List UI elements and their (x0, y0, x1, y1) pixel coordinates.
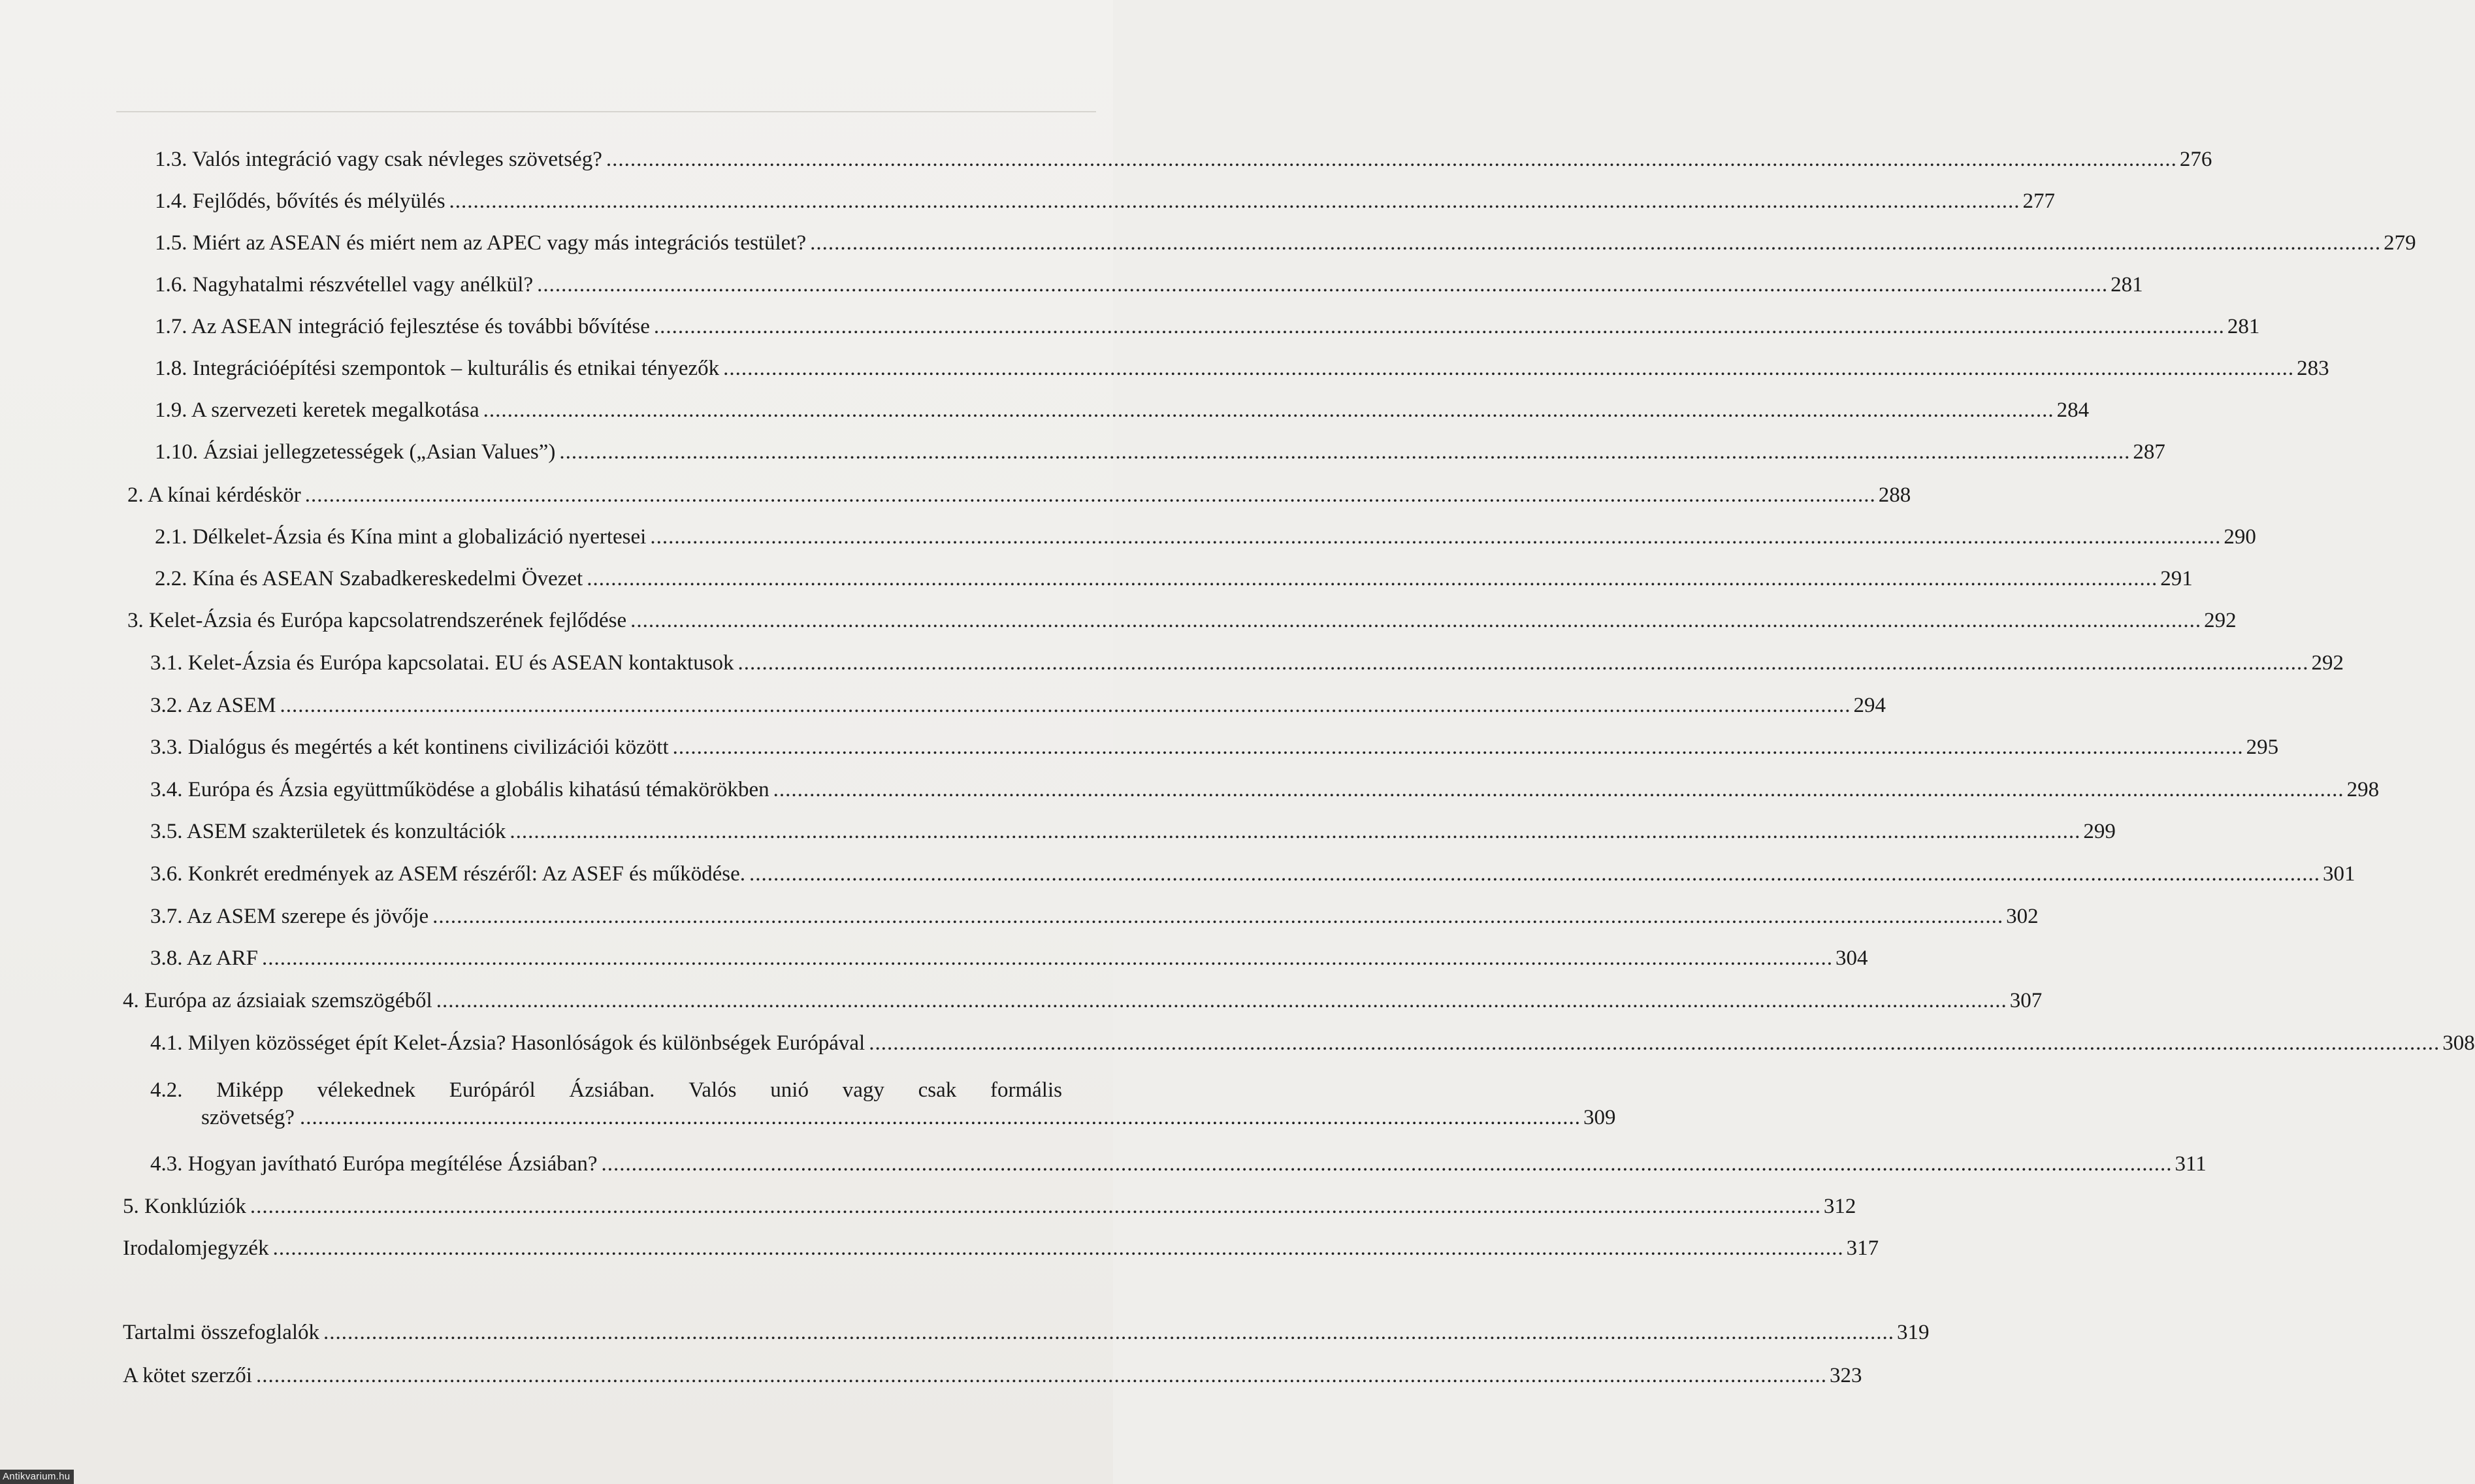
toc-dot-leader (256, 1363, 1827, 1389)
toc-entry (150, 818, 2116, 845)
toc-entry (155, 397, 2090, 423)
toc-dot-leader (773, 777, 2344, 803)
toc-dot-leader (654, 314, 2225, 340)
toc-entry-title: 2.1. Délkelet-Ázsia és Kína mint a globalizáció nyertesei (155, 525, 647, 549)
toc-page-number: 323 (1829, 1364, 1862, 1387)
toc-page-number: 299 (2083, 820, 2116, 843)
toc-dot-leader (449, 188, 2020, 214)
toc-page-number: 317 (1846, 1236, 1879, 1260)
toc-dot-leader (436, 988, 2007, 1014)
toc-entry (150, 1151, 2207, 1177)
toc-entry-4-2-word: vélekednek (317, 1078, 415, 1102)
toc-entry-title: Irodalomjegyzék (123, 1236, 269, 1260)
toc-dot-leader (323, 1319, 1894, 1346)
toc-page-number: 290 (2224, 525, 2256, 549)
toc-entry-4-2-word: Európáról (449, 1078, 536, 1102)
toc-entry-title: 5. Konklúziók (123, 1195, 246, 1218)
toc-entry-title: 3.7. Az ASEM szerepe és jövője (150, 905, 429, 928)
toc-entry-4-2-word: vagy (842, 1078, 884, 1102)
toc-entry-4-2-line2 (150, 1104, 1616, 1131)
toc-dot-leader (673, 734, 2244, 760)
toc-entry-4-2-number: 4.2. (150, 1078, 183, 1102)
toc-dot-leader: .................................................................................................................................................................................................................... (299, 1106, 1581, 1129)
toc-page-number: 311 (2175, 1152, 2207, 1176)
toc-page-number: 308 (2442, 1031, 2475, 1055)
toc-dot-leader (537, 272, 2108, 298)
toc-page-number: 292 (2311, 651, 2344, 675)
toc-page-number: 295 (2246, 735, 2279, 759)
toc-entry (127, 482, 1911, 508)
toc-entry-title: 2. A kínai kérdéskör (127, 483, 301, 507)
toc-entry (150, 903, 2039, 929)
toc-page-number: 294 (1853, 694, 1886, 717)
toc-dot-leader (723, 355, 2294, 381)
toc-entry (155, 566, 2193, 592)
toc-dot-leader (810, 230, 2381, 256)
toc-entry-title: 3.6. Konkrét eredmények az ASEM részéről: Az ASEF és működése. (150, 862, 745, 886)
bleed-through-mark (1069, 86, 1074, 107)
toc-entry-title: 3. Kelet-Ázsia és Európa kapcsolatrendszerének fejlődése (127, 609, 627, 632)
toc-entry-title: 3.4. Európa és Ázsia együttműködése a globális kihatású témakörökben (150, 778, 769, 801)
toc-entry (155, 355, 2329, 381)
toc-entry-title: 1.6. Nagyhatalmi részvétellel vagy anélkül? (155, 273, 534, 297)
toc-page-number: 301 (2322, 862, 2355, 886)
toc-entry-title: 4. Európa az ázsiaiak szemszögéből (123, 989, 432, 1012)
toc-page-number: 291 (2160, 567, 2193, 590)
toc-page-number: 312 (1823, 1195, 1856, 1218)
toc-entry-4-2-word: unió (770, 1078, 809, 1102)
toc-dot-leader (650, 524, 2221, 550)
toc-dot-leader (280, 692, 1851, 718)
toc-entry-title: 1.4. Fejlődés, bővítés és mélyülés (155, 189, 445, 213)
toc-page-number: 279 (2384, 231, 2416, 255)
toc-entry-title: 3.5. ASEM szakterületek és konzultációk (150, 820, 506, 843)
toc-dot-leader (749, 861, 2320, 887)
toc-entry-title: 1.7. Az ASEAN integráció fejlesztése és további bővítése (155, 315, 650, 338)
toc-dot-leader (587, 566, 2158, 592)
antikvarium-watermark: Antikvarium.hu (0, 1470, 74, 1484)
toc-entry (123, 1319, 1930, 1346)
toc-dot-leader (510, 818, 2080, 845)
toc-entry-4-2-word: formális (990, 1078, 1062, 1102)
toc-page-number: 307 (2009, 989, 2043, 1012)
toc-dot-leader (273, 1235, 1844, 1261)
toc-dot-leader (250, 1193, 1821, 1219)
toc-page-number: 319 (1897, 1321, 1930, 1344)
toc-page-number: 298 (2346, 778, 2380, 801)
toc-entry-title: 1.9. A szervezeti keretek megalkotása (155, 398, 479, 422)
toc-dot-leader (262, 945, 1833, 971)
toc-entry-title: 1.5. Miért az ASEAN és miért nem az APEC vagy más integrációs testület? (155, 231, 807, 255)
toc-page-number: 292 (2204, 609, 2237, 632)
toc-entry-title: 3.3. Dialógus és megértés a két kontinens civilizációi között (150, 735, 669, 759)
toc-dot-leader (602, 1151, 2173, 1177)
toc-entry-title: Tartalmi összefoglalók (123, 1321, 320, 1344)
toc-dot-leader (606, 146, 2177, 172)
toc-entry-4-2 (150, 1076, 1616, 1131)
toc-entry (155, 146, 2212, 172)
toc-entry-title: 1.10. Ázsiai jellegzetességek („Asian Values”) (155, 440, 556, 464)
toc-dot-leader (738, 650, 2309, 676)
toc-page-number: 281 (2227, 315, 2260, 338)
toc-dot-leader (559, 439, 2130, 465)
toc-entry (150, 692, 1886, 718)
toc-page-number: 309 (1583, 1106, 1616, 1129)
toc-entry (127, 607, 2237, 634)
toc-page-number: 284 (2056, 398, 2090, 422)
toc-entry (123, 988, 2043, 1014)
toc-entry-4-2-word: Miképp (216, 1078, 283, 1102)
toc-entry (123, 1235, 1879, 1261)
toc-page-number: 277 (2022, 189, 2056, 213)
toc-entry (150, 945, 1868, 971)
toc-page-number: 288 (1878, 483, 1911, 507)
header-rule (116, 111, 1096, 112)
toc-entry (155, 314, 2260, 340)
toc-entry (155, 188, 2056, 214)
toc-entry-title: 3.2. Az ASEM (150, 694, 276, 717)
toc-page-number: 276 (2179, 148, 2212, 171)
toc-entry (150, 1030, 2475, 1056)
toc-entry-4-2-word: Ázsiában. (569, 1078, 655, 1102)
toc-entry-title: 2.2. Kína és ASEAN Szabadkereskedelmi Övezet (155, 567, 583, 590)
toc-entry-title: 3.1. Kelet-Ázsia és Európa kapcsolatai. EU és ASEAN kontaktusok (150, 651, 734, 675)
toc-entry (150, 861, 2355, 887)
toc-entry (123, 1363, 1862, 1389)
toc-entry-title: 3.8. Az ARF (150, 946, 259, 970)
toc-entry (123, 1193, 1856, 1219)
toc-entry-title: 1.8. Integrációépítési szempontok – kulturális és etnikai tényezők (155, 357, 720, 380)
toc-entry-4-2-word: csak (918, 1078, 957, 1102)
toc-page-number: 302 (2006, 905, 2039, 928)
toc-entry (150, 734, 2279, 760)
toc-page-number: 304 (1836, 946, 1868, 970)
toc-entry-4-2-title-end: szövetség? (201, 1106, 295, 1129)
toc-dot-leader (869, 1030, 2440, 1056)
toc-entry-title: 4.1. Milyen közösséget épít Kelet-Ázsia? Hasonlóságok és különbségek Európával (150, 1031, 865, 1055)
toc-entry (150, 777, 2380, 803)
toc-entry-title: 4.3. Hogyan javítható Európa megítélése Ázsiában? (150, 1152, 598, 1176)
toc-dot-leader (432, 903, 2003, 929)
toc-dot-leader (483, 397, 2054, 423)
toc-entry-title: A kötet szerzői (123, 1364, 252, 1387)
toc-entry (155, 272, 2143, 298)
toc-entry (155, 524, 2256, 550)
toc-page-number: 287 (2133, 440, 2165, 464)
toc-entry (155, 230, 2416, 256)
toc-page-number: 283 (2297, 357, 2329, 380)
toc-entry (150, 650, 2344, 676)
toc-entry (155, 439, 2165, 465)
toc-entry-title: 1.3. Valós integráció vagy csak névleges szövetség? (155, 148, 602, 171)
toc-dot-leader (630, 607, 2201, 634)
toc-entry-4-2-line1 (150, 1076, 1062, 1104)
toc-entry-4-2-word: Valós (688, 1078, 737, 1102)
toc-dot-leader (305, 482, 1876, 508)
toc-page-number: 281 (2111, 273, 2143, 297)
